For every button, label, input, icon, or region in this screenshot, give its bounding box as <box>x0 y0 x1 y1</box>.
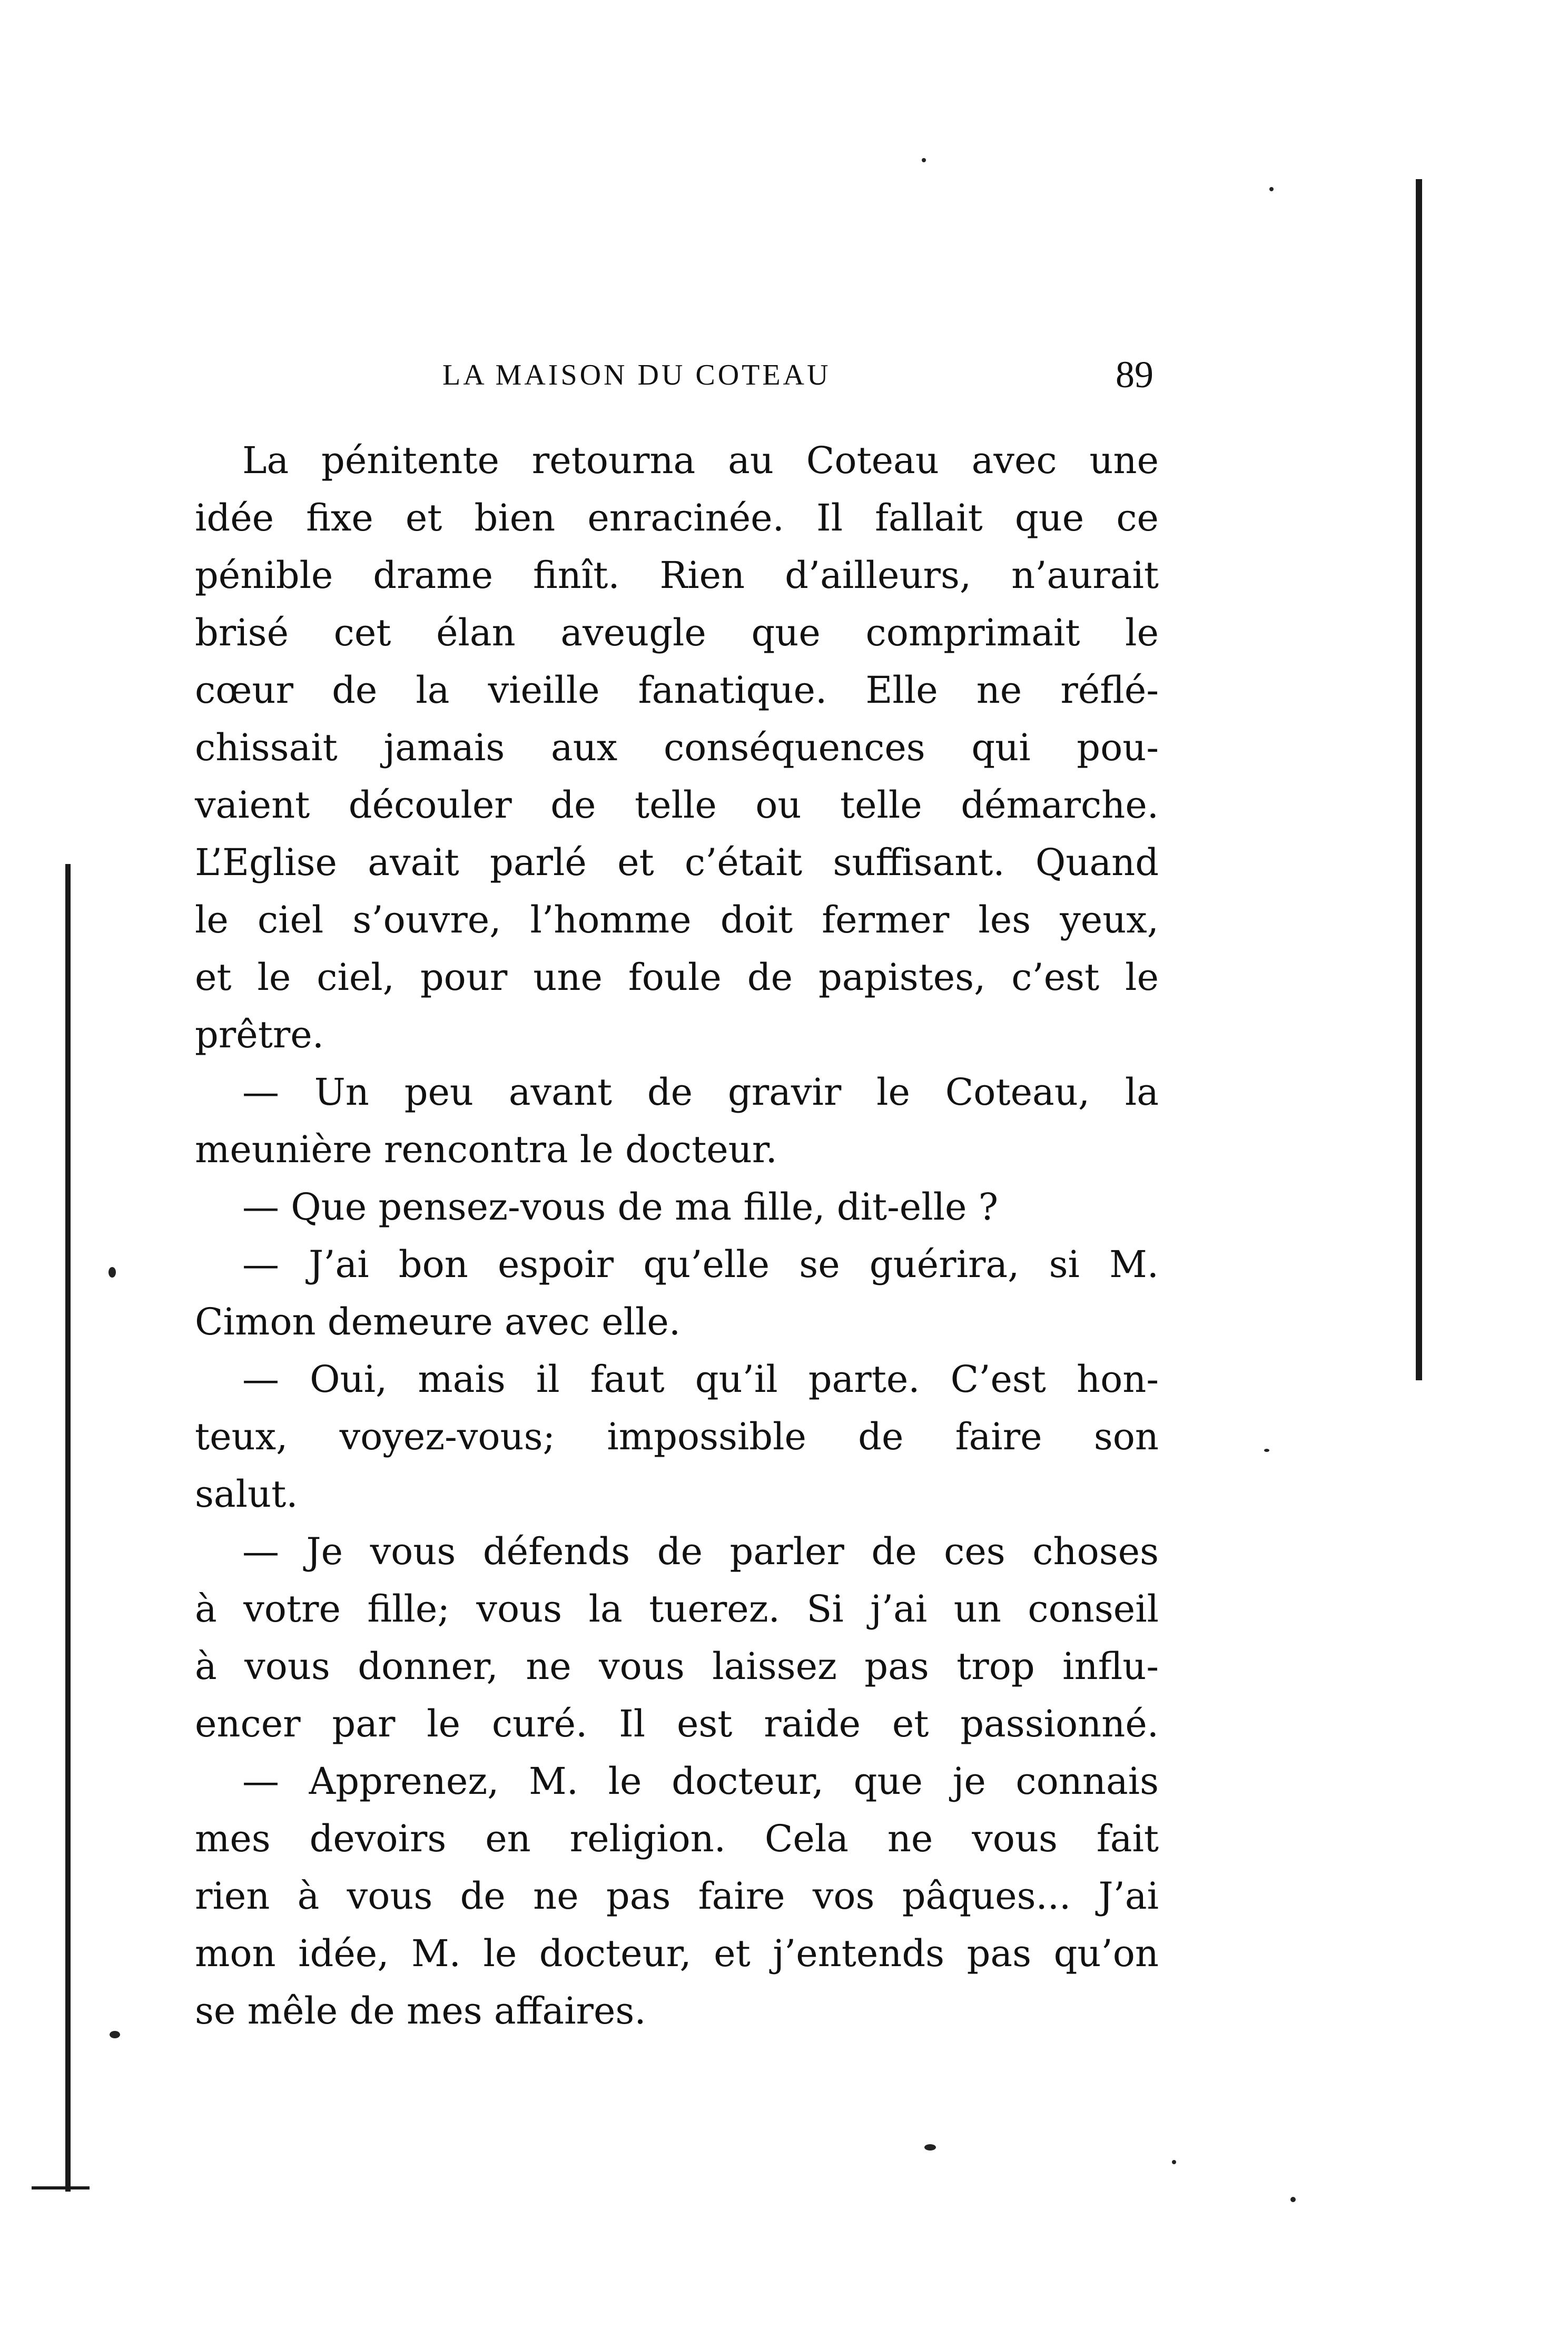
scan-speck <box>1269 187 1274 191</box>
text-line: chissait jamais aux conséquences qui pou- <box>195 726 1159 769</box>
text-line: pénible drame finît. Rien d’ailleurs, n’aurait <box>195 554 1159 597</box>
scan-binding-shadow-right <box>1416 179 1422 1380</box>
text-line: se mêle de mes affaires. <box>195 1989 646 2033</box>
scan-speck <box>110 2031 120 2038</box>
text-line: — Que pensez-vous de ma fille, dit-elle ? <box>242 1185 999 1229</box>
text-line: brisé cet élan aveugle que comprimait le <box>195 611 1159 654</box>
text-line: à vous donner, ne vous laissez pas trop influ- <box>195 1645 1159 1688</box>
running-header <box>442 353 1153 400</box>
text-line: prêtre. <box>195 1013 324 1056</box>
scan-speck <box>922 158 926 162</box>
text-line: L’Eglise avait parlé et c’était suffisant. Quand <box>195 841 1159 884</box>
running-title: LA MAISON DU COTEAU <box>442 359 831 391</box>
scan-speck <box>1290 2197 1296 2202</box>
text-line: le ciel s’ouvre, l’homme doit fermer les yeux, <box>195 898 1159 941</box>
text-line: idée fixe et bien enracinée. Il fallait que ce <box>195 496 1159 539</box>
text-line: meunière rencontra le docteur. <box>195 1128 777 1171</box>
scan-speck <box>1172 2160 1176 2164</box>
text-line: cœur de la vieille fanatique. Elle ne réflé- <box>195 669 1159 712</box>
text-line: salut. <box>195 1472 298 1516</box>
text-line: La pénitente retourna au Coteau avec une <box>242 439 1159 482</box>
text-line: — Oui, mais il faut qu’il parte. C’est hon- <box>242 1358 1159 1401</box>
text-line: rien à vous de ne pas faire vos pâques... J’ai <box>195 1874 1159 1918</box>
text-line: — Un peu avant de gravir le Coteau, la <box>242 1071 1159 1114</box>
body-text <box>195 432 1159 2040</box>
page-number: 89 <box>1116 354 1153 396</box>
scan-speck <box>109 1267 116 1278</box>
text-line: mon idée, M. le docteur, et j’entends pas qu’on <box>195 1932 1159 1975</box>
text-line: — J’ai bon espoir qu’elle se guérira, si M. <box>242 1243 1159 1286</box>
scan-binding-foot <box>32 2186 90 2189</box>
text-line: à votre fille; vous la tuerez. Si j’ai un conseil <box>195 1587 1159 1631</box>
scan-speck <box>1264 1449 1269 1452</box>
text-line: encer par le curé. Il est raide et passionné. <box>195 1702 1159 1745</box>
text-line: et le ciel, pour une foule de papistes, c’est le <box>195 956 1159 999</box>
text-line: mes devoirs en religion. Cela ne vous fait <box>195 1817 1159 1860</box>
scan-binding-shadow-left <box>65 864 71 2192</box>
scan-speck <box>924 2144 936 2151</box>
text-line: vaient découler de telle ou telle démarche. <box>195 783 1159 827</box>
text-line: teux, voyez-vous; impossible de faire son <box>195 1415 1159 1458</box>
text-line: — Je vous défends de parler de ces choses <box>242 1530 1159 1573</box>
text-line: Cimon demeure avec elle. <box>195 1300 681 1343</box>
text-line: — Apprenez, M. le docteur, que je connais <box>242 1760 1159 1803</box>
